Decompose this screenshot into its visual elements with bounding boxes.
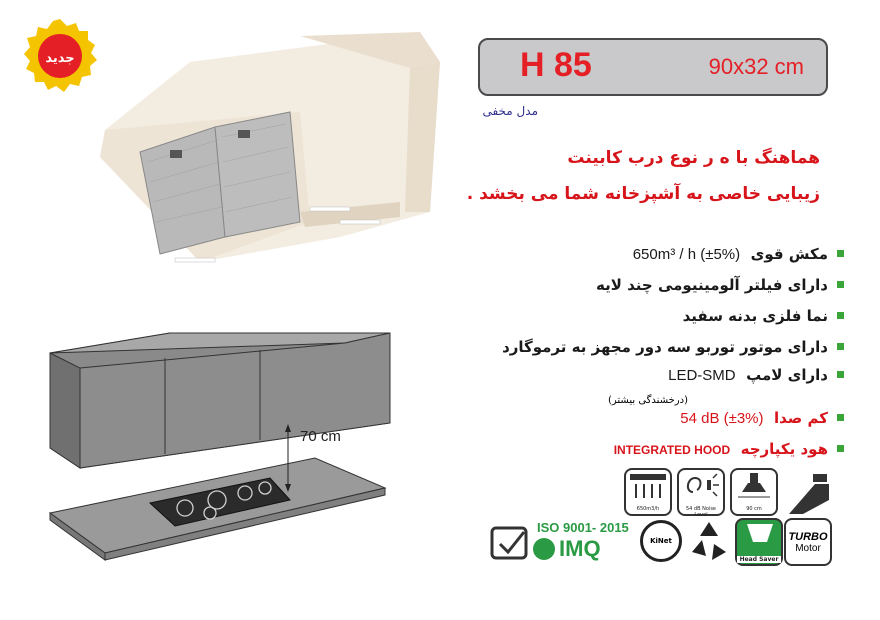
feature-label: دارای لامپ — [746, 366, 828, 384]
bullet-icon — [837, 250, 844, 257]
turbo-motor-icon: TURBO Motor — [784, 518, 832, 566]
tagline-line-2: زیبایی خاصی به آشپزخانه شما می بخشد . — [466, 184, 820, 204]
bullet-icon — [837, 414, 844, 421]
installation-diagram — [45, 328, 465, 568]
feature-value: 650m³ / h (±5%) — [632, 245, 741, 263]
airflow-icon: 650m3/h — [624, 468, 672, 516]
feature-label: دارای فیلتر آلومینیومی چند لایه — [596, 275, 828, 294]
bullet-icon — [837, 445, 844, 452]
feature-item — [408, 238, 828, 269]
feature-item — [408, 362, 828, 388]
tagline-line-1: هماهنگ با ه ر نوع درب کابینت — [567, 148, 820, 168]
imq-logo: IMQ — [533, 536, 601, 562]
feature-note: (درخشندگی بیشتر) — [608, 395, 688, 406]
feature-item — [408, 300, 828, 331]
imq-icon — [533, 538, 555, 560]
bullet-icon — [837, 343, 844, 350]
feature-item — [408, 402, 828, 433]
sub-model-label: مدل مخفی — [482, 104, 538, 118]
model-dimensions: 90x32 cm — [708, 54, 804, 79]
install-distance-label: 70 cm — [300, 428, 341, 445]
iso-label: ISO 9001- 2015 — [537, 520, 629, 535]
badge-text: جدید — [45, 51, 75, 66]
feature-item — [408, 331, 828, 362]
feature-value: INTEGRATED HOOD — [613, 442, 731, 457]
model-header — [478, 38, 828, 96]
feature-label: نما فلزی بدنه سفید — [682, 306, 828, 325]
head-saver-icon: Head Saver — [735, 518, 783, 566]
width-icon: 90 cm — [730, 468, 778, 516]
feature-label: دارای موتور توربو سه دور مجهز به ترموگارد — [502, 337, 828, 356]
kitchen-cert-icon: KiNet — [640, 520, 682, 562]
feature-value: LED-SMD — [668, 367, 736, 384]
model-name: H 85 — [520, 46, 592, 84]
bullet-icon — [837, 281, 844, 288]
hood-illustration — [100, 22, 440, 274]
bullet-icon — [837, 312, 844, 319]
feature-item — [408, 269, 828, 300]
feature-label: مکش قوی — [750, 244, 828, 263]
feature-value: 54 dB (±3%) — [680, 409, 764, 427]
recycle-icon — [686, 518, 732, 564]
bullet-icon — [837, 371, 844, 378]
feature-label: کم صدا — [773, 408, 828, 427]
feature-item — [408, 433, 828, 464]
feature-list — [408, 238, 828, 464]
noise-level-icon: 54 dB Noise Level — [677, 468, 725, 516]
new-badge — [22, 18, 98, 94]
feature-label: هود یکپارچه — [740, 439, 828, 458]
warranty-icon — [486, 522, 534, 562]
installation-icon — [783, 468, 831, 516]
